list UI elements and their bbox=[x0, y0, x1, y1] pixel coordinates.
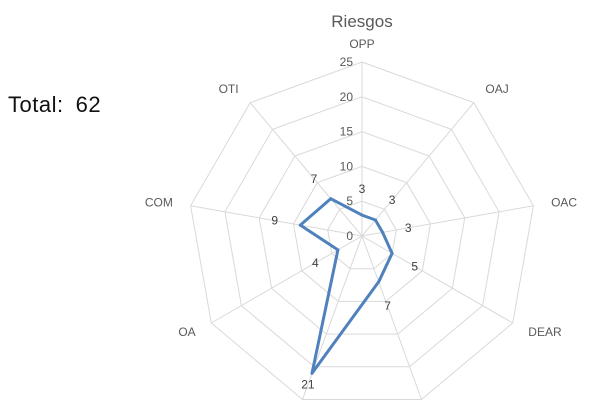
chart-title: Riesgos bbox=[331, 12, 393, 31]
total-value: 62 bbox=[75, 92, 102, 117]
data-point-dein bbox=[377, 280, 380, 283]
series-line-0 bbox=[300, 199, 392, 374]
data-label-dein: 7 bbox=[384, 299, 391, 314]
category-label-oaj: OAJ bbox=[485, 81, 509, 96]
data-point-oac bbox=[381, 231, 384, 234]
category-labels bbox=[145, 37, 578, 410]
radial-tick-label: 0 bbox=[346, 229, 353, 243]
radial-tick-label: 25 bbox=[339, 55, 353, 69]
data-label-dear: 5 bbox=[411, 259, 419, 274]
data-label-dge: 21 bbox=[301, 377, 315, 392]
data-label-oac: 3 bbox=[404, 220, 412, 235]
series-layer bbox=[299, 197, 394, 375]
radial-tick-label: 15 bbox=[339, 124, 353, 139]
data-label-oaj: 3 bbox=[388, 193, 396, 208]
radial-tick-label: 20 bbox=[339, 89, 353, 104]
radial-tick-labels bbox=[340, 55, 354, 243]
data-label-oti: 7 bbox=[310, 171, 318, 186]
category-label-dear: DEAR bbox=[528, 325, 562, 339]
data-point-dge bbox=[311, 372, 314, 375]
spoke-oaj bbox=[362, 103, 474, 236]
data-point-com bbox=[299, 224, 302, 227]
category-label-opp: OPP bbox=[349, 37, 375, 51]
radial-tick-label: 5 bbox=[346, 194, 353, 209]
data-point-dear bbox=[391, 252, 394, 255]
spoke-oac bbox=[362, 206, 533, 236]
data-point-oa bbox=[336, 248, 339, 251]
data-point-oaj bbox=[374, 219, 377, 222]
data-point-oti bbox=[329, 197, 332, 200]
category-label-com: COM bbox=[144, 195, 173, 210]
category-label-oti: OTI bbox=[218, 81, 239, 96]
data-label-oa: 4 bbox=[312, 255, 319, 270]
category-label-oa: OA bbox=[178, 325, 196, 339]
data-label-opp: 3 bbox=[358, 182, 366, 197]
radar-grid bbox=[191, 62, 534, 400]
data-point-opp bbox=[361, 214, 364, 217]
total-label: Total: bbox=[8, 92, 64, 117]
category-label-oac: OAC bbox=[551, 195, 578, 210]
radial-tick-label: 10 bbox=[339, 159, 353, 174]
data-label-com: 9 bbox=[271, 213, 279, 228]
spoke-oa bbox=[211, 236, 362, 323]
